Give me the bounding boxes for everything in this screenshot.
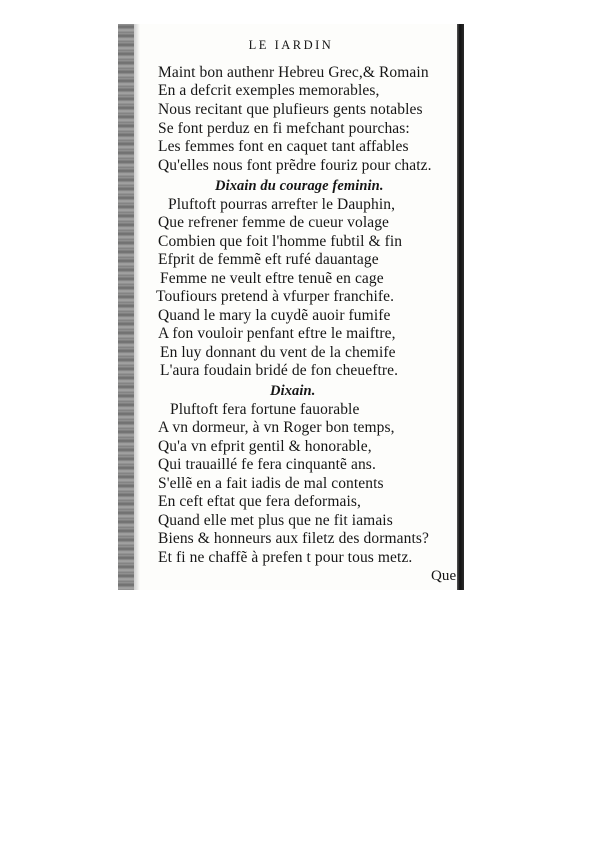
catchword: Que: [431, 568, 457, 584]
verse-line: En ceft eftat que fera deformais,: [158, 493, 361, 510]
verse-line: Toufiours pretend à vfurper franchife.: [156, 288, 395, 305]
verse-line: Combien que foit l'homme fubtil & fin: [158, 233, 403, 250]
dixain-title: Dixain.: [270, 383, 316, 399]
verse-line: En luy donnant du vent de la chemife: [160, 344, 396, 361]
scanned-page: [118, 24, 464, 590]
verse-line: Les femmes font en caquet tant affables: [158, 138, 409, 155]
dixain-title: Dixain du courage feminin.: [215, 178, 384, 194]
verse-line: Qui trauaillé fe fera cinquantẽ ans.: [158, 456, 376, 473]
verse-line: Quand le mary la cuydẽ auoir fumife: [158, 307, 391, 324]
verse-line: A fon vouloir penfant eftre le maiftre,: [158, 325, 396, 342]
verse-line: Quand elle met plus que ne fit iamais: [158, 512, 393, 529]
verse-line: S'ellẽ en a fait iadis de mal contents: [158, 475, 384, 492]
verse-line: Biens & honneurs aux filetz des dormants?: [158, 530, 429, 547]
verse-line: L'aura foudain bridé de fon cheueftre.: [160, 362, 399, 379]
verse-line: Efprit de femmẽ eft rufé dauantage: [158, 251, 379, 268]
verse-line: Femme ne veult eftre tenuẽ en cage: [160, 270, 384, 287]
verse-line: A vn dormeur, à vn Roger bon temps,: [158, 419, 395, 436]
verse-line: Qu'a vn efprit gentil & honorable,: [158, 438, 372, 455]
page-text: [118, 24, 464, 590]
verse-line: Et fi ne chaffẽ à prefen t pour tous metz.: [158, 549, 413, 566]
verse-line: Que refrener femme de cueur volage: [158, 214, 390, 231]
verse-line: Pluftoft fera fortune fauorable: [170, 401, 360, 418]
running-head: LE IARDIN: [248, 38, 334, 52]
verse-line: Pluftoft pourras arrefter le Dauphin,: [168, 196, 396, 213]
verse-line: Se font perduz en fi mefchant pourchas:: [158, 120, 410, 137]
verse-line: Nous recitant que plufieurs gents notables: [158, 101, 423, 118]
verse-line: En a defcrit exemples memorables,: [158, 82, 380, 99]
verse-line: Qu'elles nous font prẽdre fouriz pour chatz.: [158, 157, 432, 174]
verse-line: Maint bon authenr Hebreu Grec,& Romain: [158, 64, 429, 81]
